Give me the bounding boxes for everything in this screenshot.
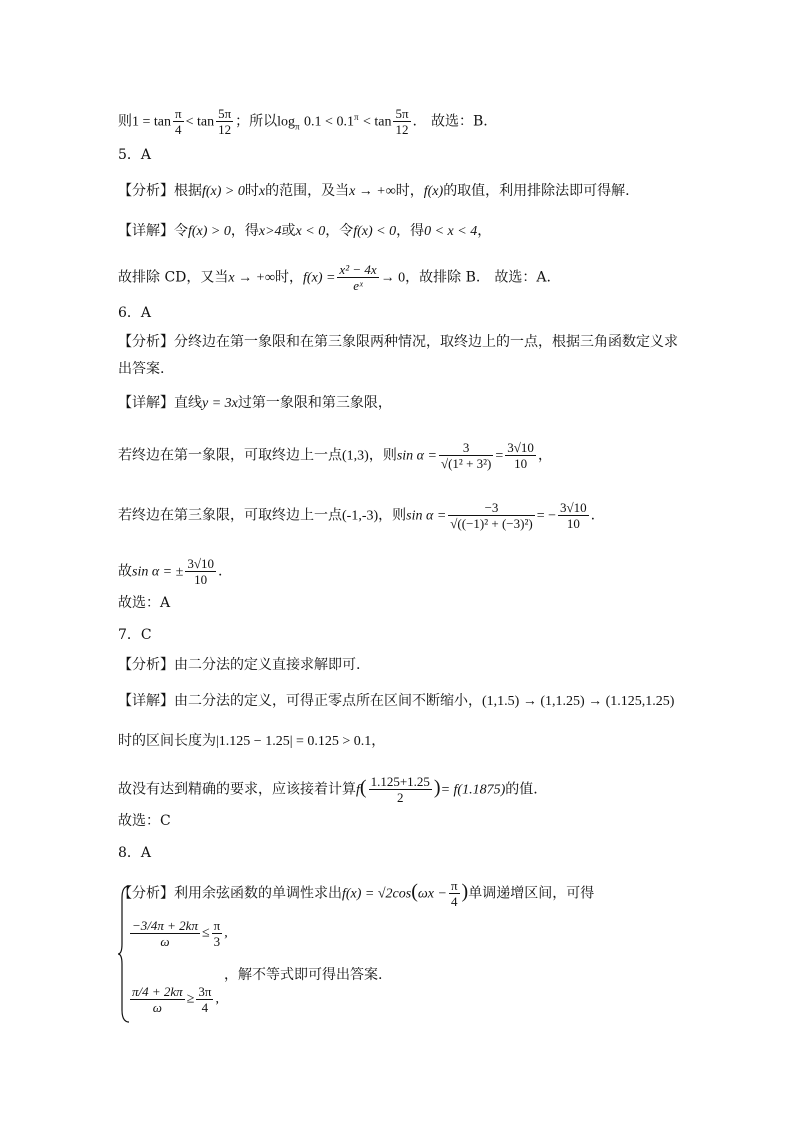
q7-length: 时的区间长度为|1.125 − 1.25| = 0.125 > 0.1， (118, 733, 386, 749)
q6-conclusion: 故sin α = ± $\frac{3√10}{10}$ . (118, 556, 223, 587)
q6-detail: 【详解】直线y = 3x过第一象限和第三象限， (118, 395, 392, 411)
text: ；所以 (235, 113, 278, 130)
q6-case-2: 若终边在第三象限，可取终边上一点(-1,-3)，则sin α = $\frac{-3}{\text{√((−1)² + (−3)²)}}$ = − $\frac{3√10}{10}$ . (118, 500, 596, 531)
q5-detail: 【详解】令f(x) > 0，得x>4或x < 0，令f(x) < 0，得0 < x < 4， (118, 223, 492, 239)
q7-calc: 故没有达到精确的要求，应该接着计算f( $\frac{1.125+1.25}{2}$ )= f(1.1875)的值. (118, 774, 538, 805)
q5-exclude: 故排除 CD，又当x → +∞时，f(x) = $\frac{\text{x² − 4x}}{\text{eˣ}}$ → 0，故排除 B. 故选：A. (118, 262, 551, 293)
fraction: $\frac{5\pi}{12}$ (218, 106, 232, 137)
inequality-1: $\frac{-3/4\pi + 2k\pi}{\omega}$ ≤ $\frac{\pi}{3}$ , (132, 918, 228, 949)
question-6-heading: 6．A (118, 305, 152, 321)
q5-analysis: 【分析】根据f(x) > 0时x的范围，及当x → +∞时，f(x)的取值，利用排除法即可得解. (118, 183, 630, 199)
inequality-tail: ，解不等式即可得出答案. (224, 967, 383, 983)
q6-analysis-2: 出答案. (118, 361, 165, 377)
math: 0.1 < 0.1 (304, 114, 354, 130)
q6-analysis: 【分析】分终边在第一象限和在第三象限两种情况，取终边上的一点，根据三角函数定义求 (118, 334, 678, 350)
question-8-heading: 8．A (118, 845, 152, 861)
math: 1 = tan (132, 114, 171, 130)
q6-case-1: 若终边在第一象限，可取终边上一点(1,3)，则sin α = $\frac{3}{\text{√(1² + 3²)}}$ = $\frac{3√10}{10}$ ， (118, 440, 552, 471)
math: π (353, 111, 359, 122)
line-1 (118, 106, 488, 137)
math: < tan (362, 114, 392, 130)
text: . 故选：B. (412, 113, 488, 130)
question-7-heading: 7．C (118, 627, 152, 643)
question-5-heading: 5．A (118, 147, 152, 163)
q7-analysis: 【分析】由二分法的定义直接求解即可. (118, 657, 361, 673)
math: π (295, 121, 300, 132)
fraction: $\frac{5\pi}{12}$ (395, 106, 409, 137)
fraction: $\frac{\pi}{4}$ (175, 106, 182, 137)
math: < tan (185, 114, 215, 130)
inequality-2: $\frac{\pi/4 + 2k\pi}{\omega}$ ≥ $\frac{3\pi}{4}$ , (132, 984, 219, 1015)
text: 则 (118, 113, 132, 130)
q7-detail: 【详解】由二分法的定义，可得正零点所在区间不断缩小，(1,1.5) → (1,1.25) → (1.125,1.25) (118, 693, 675, 709)
q6-answer: 故选：A (118, 595, 171, 611)
q8-analysis: 【分析】利用余弦函数的单调性求出f(x) = √2cos(ωx − $\frac{\pi}{4}$ )单调递增区间，可得 (118, 878, 595, 909)
q7-answer: 故选：C (118, 813, 171, 829)
math: log (277, 114, 296, 130)
